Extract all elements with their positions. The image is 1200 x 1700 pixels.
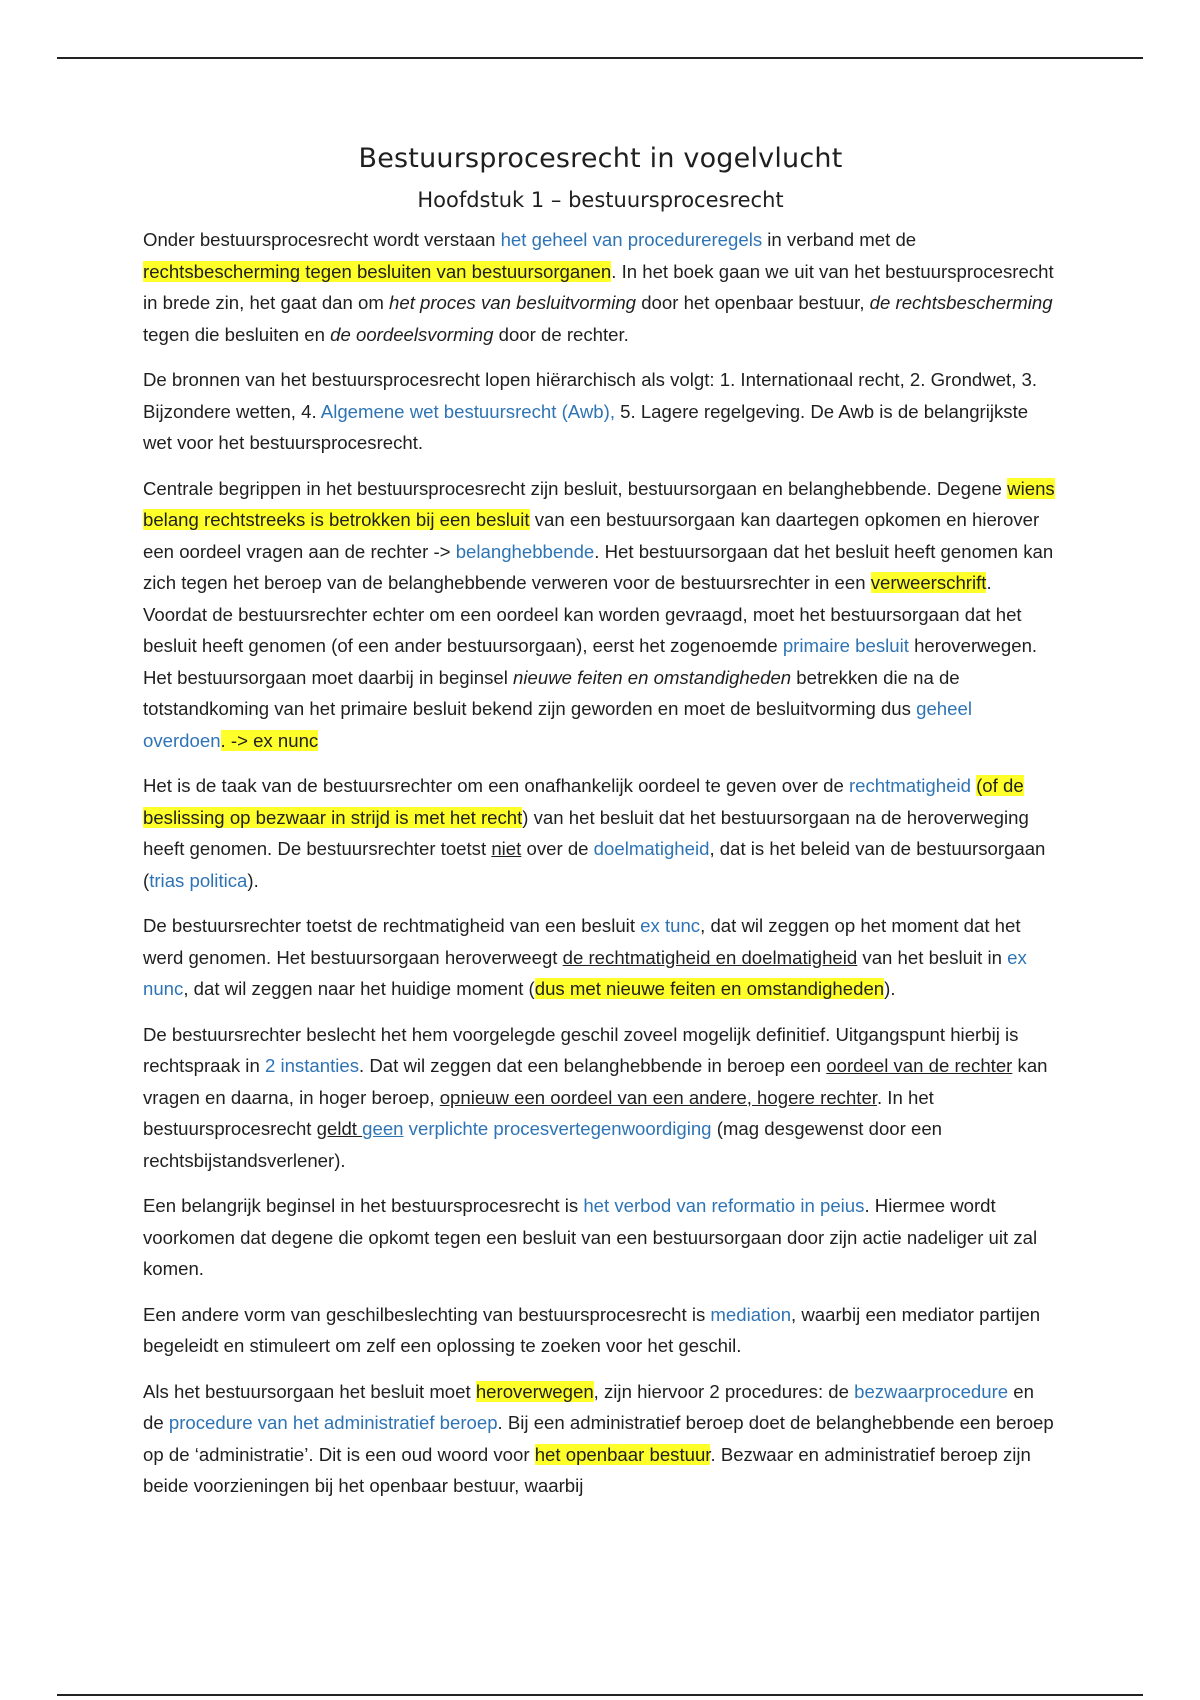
term-link: doelmatigheid bbox=[593, 838, 710, 859]
text-run: , dat wil zeggen naar het huidige moment ( bbox=[183, 978, 535, 999]
emphasis-text: de oordeelsvorming bbox=[330, 323, 494, 345]
text-run: De bestuursrechter beslecht het hem voorgelegde geschil zoveel mogelijk definitief. Uitgangspunt hierbij is rechtspraak in bbox=[143, 1023, 1019, 1076]
text-run: betrekken die na de totstandkoming van het primaire besluit bekend zijn geworden en moet de besluitvorming dus bbox=[143, 666, 960, 719]
text-run: Centrale begrippen in het bestuursprocesrecht zijn besluit, bestuursorgaan en belanghebbende. Degene bbox=[143, 477, 1008, 499]
paragraph bbox=[143, 770, 1058, 896]
chapter-heading: Hoofdstuk 1 – bestuursprocesrecht bbox=[417, 188, 784, 212]
text-run: kan vragen en daarna, in hoger beroep, bbox=[143, 1055, 1048, 1108]
term-link: belanghebbende bbox=[455, 540, 595, 562]
text-run: . Bij een administratief beroep doet de belanghebbende een beroep op de ‘administratie’. Dit is een oud woord voor bbox=[143, 1412, 1054, 1465]
text-run: . Bezwaar en administratief beroep zijn beide voorzieningen bij het openbaar bestuur, waarbij bbox=[143, 1443, 1031, 1496]
text-run: ). bbox=[247, 869, 259, 891]
term-link: bezwaarprocedure bbox=[854, 1380, 1009, 1402]
highlighted-text: rechtsbescherming tegen besluiten van bestuursorganen bbox=[143, 260, 612, 282]
document-page bbox=[143, 135, 1058, 1516]
text-run: , waarbij een mediator partijen begeleidt en stimuleert om zelf een oplossing te zoeken voor het geschil. bbox=[143, 1303, 1041, 1356]
text-run: en de bbox=[143, 1380, 1034, 1433]
text-run: . Voordat de bestuursrechter echter om een oordeel kan worden gevraagd, moet het bestuursorgaan dat het besluit heeft genomen (of een ander bestuursorgaan), eerst het zogenoemde bbox=[143, 572, 1022, 656]
text-run: ) van het besluit dat het bestuursorgaan na de heroverweging heeft genomen. De bestuursrechter toetst bbox=[143, 806, 1029, 859]
highlighted-text: dus met nieuwe feiten en omstandigheden bbox=[534, 978, 885, 999]
term-link: ex tunc bbox=[640, 915, 701, 936]
text-run: ). bbox=[884, 978, 896, 999]
underlined-text: de rechtmatigheid en doelmatigheid bbox=[562, 946, 858, 968]
paragraph bbox=[143, 1019, 1058, 1177]
highlighted-text: wiens belang rechtstreeks is betrokken bij een besluit bbox=[143, 477, 1055, 530]
text-run: , dat wil zeggen op het moment dat het werd genomen. Het bestuursorgaan heroverweegt bbox=[143, 915, 1021, 968]
text-run: Een andere vorm van geschilbeslechting van bestuursprocesrecht is bbox=[143, 1303, 711, 1325]
paragraph bbox=[143, 1376, 1058, 1502]
underlined-text: oordeel van de rechter bbox=[826, 1055, 1013, 1076]
paragraph bbox=[143, 364, 1058, 459]
term-link: Algemene wet bestuursrecht (Awb), bbox=[320, 400, 615, 422]
term-link: ex nunc bbox=[143, 946, 1027, 999]
text-run: De bronnen van het bestuursprocesrecht lopen hiërarchisch als volgt: 1. Internationaal recht, 2. Grondwet, 3. Bijzondere wetten, 4. bbox=[143, 369, 1038, 422]
highlighted-text: . -> ex nunc bbox=[220, 729, 319, 751]
text-run: . In het bestuursprocesrecht bbox=[143, 1086, 934, 1139]
text-run: 5. Lagere regelgeving. De Awb is de belangrijkste wet voor het bestuursprocesrecht. bbox=[143, 400, 1029, 453]
text-run: , zijn hiervoor 2 procedures: de bbox=[593, 1380, 855, 1402]
text-run: Een belangrijk beginsel in het bestuursprocesrecht is bbox=[143, 1195, 584, 1216]
underlined-text: geldt bbox=[316, 1118, 363, 1139]
text-run: tegen die besluiten en bbox=[143, 323, 331, 345]
text-run: (mag desgewenst door een rechtsbijstandsverlener). bbox=[143, 1118, 943, 1171]
text-run: door het openbaar bestuur, bbox=[636, 292, 870, 313]
text-run: heroverwegen. Het bestuursorgaan moet daarbij in beginsel bbox=[143, 635, 1038, 688]
paragraph bbox=[143, 473, 1058, 757]
text-run: . Hiermee wordt voorkomen dat degene die opkomt tegen een besluit van een bestuursorgaan door zijn actie nadeliger uit zal komen. bbox=[143, 1195, 1038, 1279]
term-link: primaire besluit bbox=[782, 635, 909, 656]
text-run: Als het bestuursorgaan het besluit moet bbox=[143, 1380, 476, 1402]
term-link: rechtmatigheid bbox=[848, 775, 971, 796]
text-run: Het is de taak van de bestuursrechter om een onafhankelijk oordeel te geven over de bbox=[143, 775, 849, 796]
term-link: het geheel van procedureregels bbox=[500, 229, 763, 250]
document-body bbox=[143, 224, 1058, 1502]
emphasis-text: nieuwe feiten en omstandigheden bbox=[513, 666, 792, 688]
text-run: van een bestuursorgaan kan daartegen opkomen en hierover een oordeel vragen aan de rechter -> bbox=[143, 509, 1040, 562]
text-run: De bestuursrechter toetst de rechtmatigheid van een besluit bbox=[143, 915, 641, 936]
term-link: geheel overdoen bbox=[143, 698, 972, 751]
highlighted-text: heroverwegen bbox=[475, 1380, 594, 1402]
text-run: in verband met de bbox=[762, 229, 917, 250]
text-run: . Dat wil zeggen dat een belanghebbende in beroep een bbox=[359, 1055, 827, 1076]
text-run: , dat is het beleid van de bestuursorgaan ( bbox=[143, 838, 1046, 891]
emphasis-text: de rechtsbescherming bbox=[869, 292, 1053, 313]
highlighted-text: het openbaar bestuur bbox=[534, 1443, 711, 1465]
text-run: Onder bestuursprocesrecht wordt verstaan bbox=[143, 229, 501, 250]
text-run: over de bbox=[521, 838, 594, 859]
paragraph bbox=[143, 1299, 1058, 1362]
paragraph bbox=[143, 224, 1058, 350]
highlighted-text: verweerschrift bbox=[870, 572, 987, 593]
term-link: procedure van het administratief beroep bbox=[168, 1412, 498, 1433]
term-link: 2 instanties bbox=[264, 1055, 360, 1076]
paragraph bbox=[143, 1190, 1058, 1285]
term-link: mediation bbox=[710, 1303, 792, 1325]
underlined-text: opnieuw een oordeel van een andere, hogere rechter bbox=[439, 1086, 877, 1108]
document-title: Bestuursprocesrecht in vogelvlucht bbox=[358, 143, 843, 174]
term-link: geen bbox=[362, 1118, 404, 1139]
top-rule bbox=[57, 57, 1143, 59]
paragraph bbox=[143, 910, 1058, 1005]
term-link: verplichte procesvertegenwoordiging bbox=[403, 1118, 712, 1139]
term-link: trias politica bbox=[149, 869, 248, 891]
emphasis-text: het proces van besluitvorming bbox=[389, 292, 637, 313]
underlined-text: niet bbox=[491, 838, 522, 859]
term-link: het verbod van reformatio in peius bbox=[583, 1195, 865, 1216]
highlighted-text: (of de beslissing op bezwaar in strijd is met het recht bbox=[143, 775, 1024, 828]
text-run: . Het bestuursorgaan dat het besluit heeft genomen kan zich tegen het beroep van de belanghebbende verweren voor de bestuursrechter in een bbox=[143, 540, 1054, 593]
bottom-rule bbox=[57, 1694, 1143, 1696]
text-run: van het besluit in bbox=[857, 946, 1008, 968]
text-run: door de rechter. bbox=[493, 323, 629, 345]
text-run: . In het boek gaan we uit van het bestuursprocesrecht in brede zin, het gaat dan om bbox=[143, 260, 1054, 313]
